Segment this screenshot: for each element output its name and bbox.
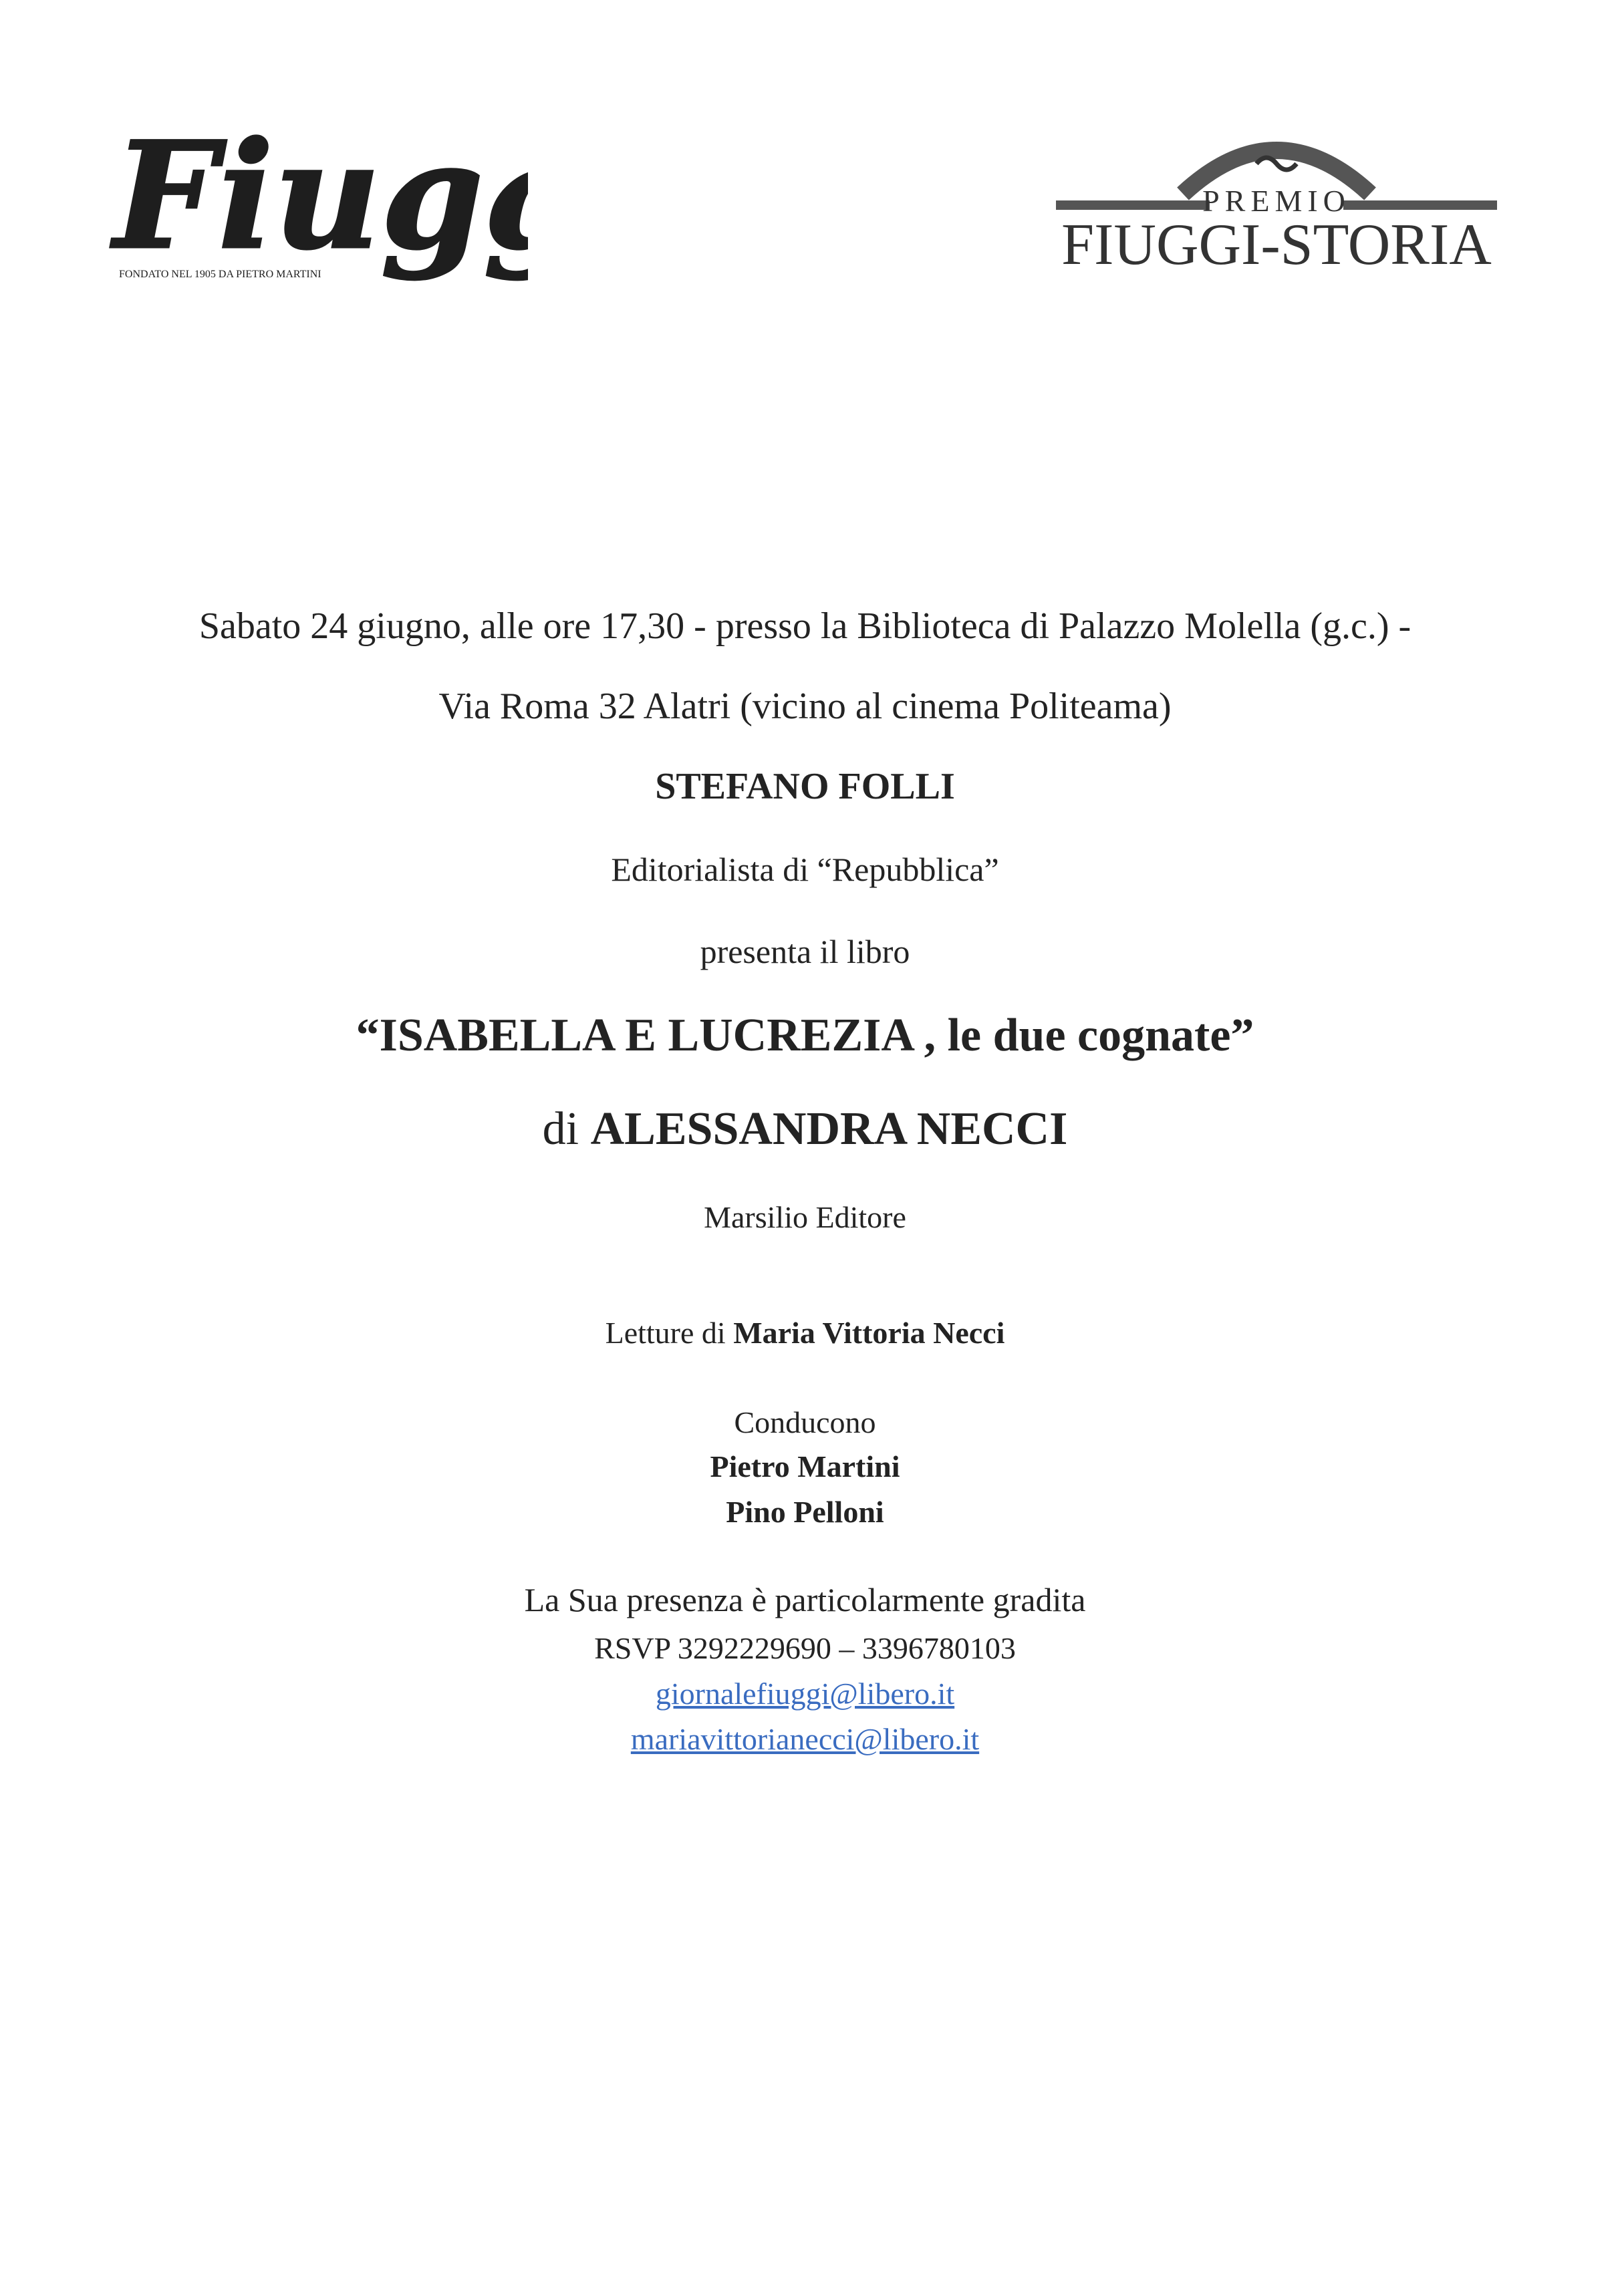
readings-name: Maria Vittoria Necci	[733, 1316, 1005, 1350]
fiuggi-storia-label: FIUGGI-STORIA	[1061, 212, 1492, 274]
speaker-name: STEFANO FOLLI	[655, 766, 955, 807]
closing-line: La Sua presenza è particolarmente gradita	[524, 1581, 1086, 1618]
premio-label: PREMIO	[1202, 184, 1351, 218]
fiuggi-wordmark: Fiug	[114, 114, 484, 282]
rsvp-line: RSVP 3292229690 – 3396780103	[594, 1631, 1016, 1665]
book-title: “ISABELLA E LUCREZIA , le due cognate”	[356, 1010, 1254, 1061]
host-2: Pino Pelloni	[726, 1495, 884, 1529]
speaker-role: Editorialista di “Repubblica”	[611, 851, 999, 888]
email-link-2[interactable]	[0, 1721, 1610, 1757]
email-link-1[interactable]	[0, 1676, 1610, 1711]
readings-prefix: Letture di	[605, 1316, 726, 1350]
email-1[interactable]: giornalefiuggi@libero.it	[655, 1677, 955, 1711]
event-datetime-location: Sabato 24 giugno, alle ore 17,30 - presso la Biblioteca di Palazzo Molella (g.c.) -	[198, 605, 1412, 647]
author-line	[0, 1103, 1610, 1156]
premio-fiuggi-storia-logo	[1043, 114, 1510, 274]
event-address: Via Roma 32 Alatri (vicino al cinema Politeama)	[438, 686, 1172, 727]
email-2[interactable]: mariavittorianecci@libero.it	[630, 1722, 980, 1756]
host-1: Pietro Martini	[710, 1449, 900, 1483]
fiuggi-tagline: FONDATO NEL 1905 DA PIETRO MARTINI	[119, 269, 321, 280]
presents-label: presenta il libro	[700, 933, 910, 970]
publisher: Marsilio Editore	[704, 1200, 906, 1234]
fiuggi-newspaper-logo	[100, 114, 528, 294]
author-name: ALESSANDRA NECCI	[590, 1103, 1068, 1155]
author-prefix: di	[542, 1103, 579, 1155]
hosts-label: Conducono	[734, 1405, 876, 1439]
readings-line	[0, 1315, 1610, 1350]
